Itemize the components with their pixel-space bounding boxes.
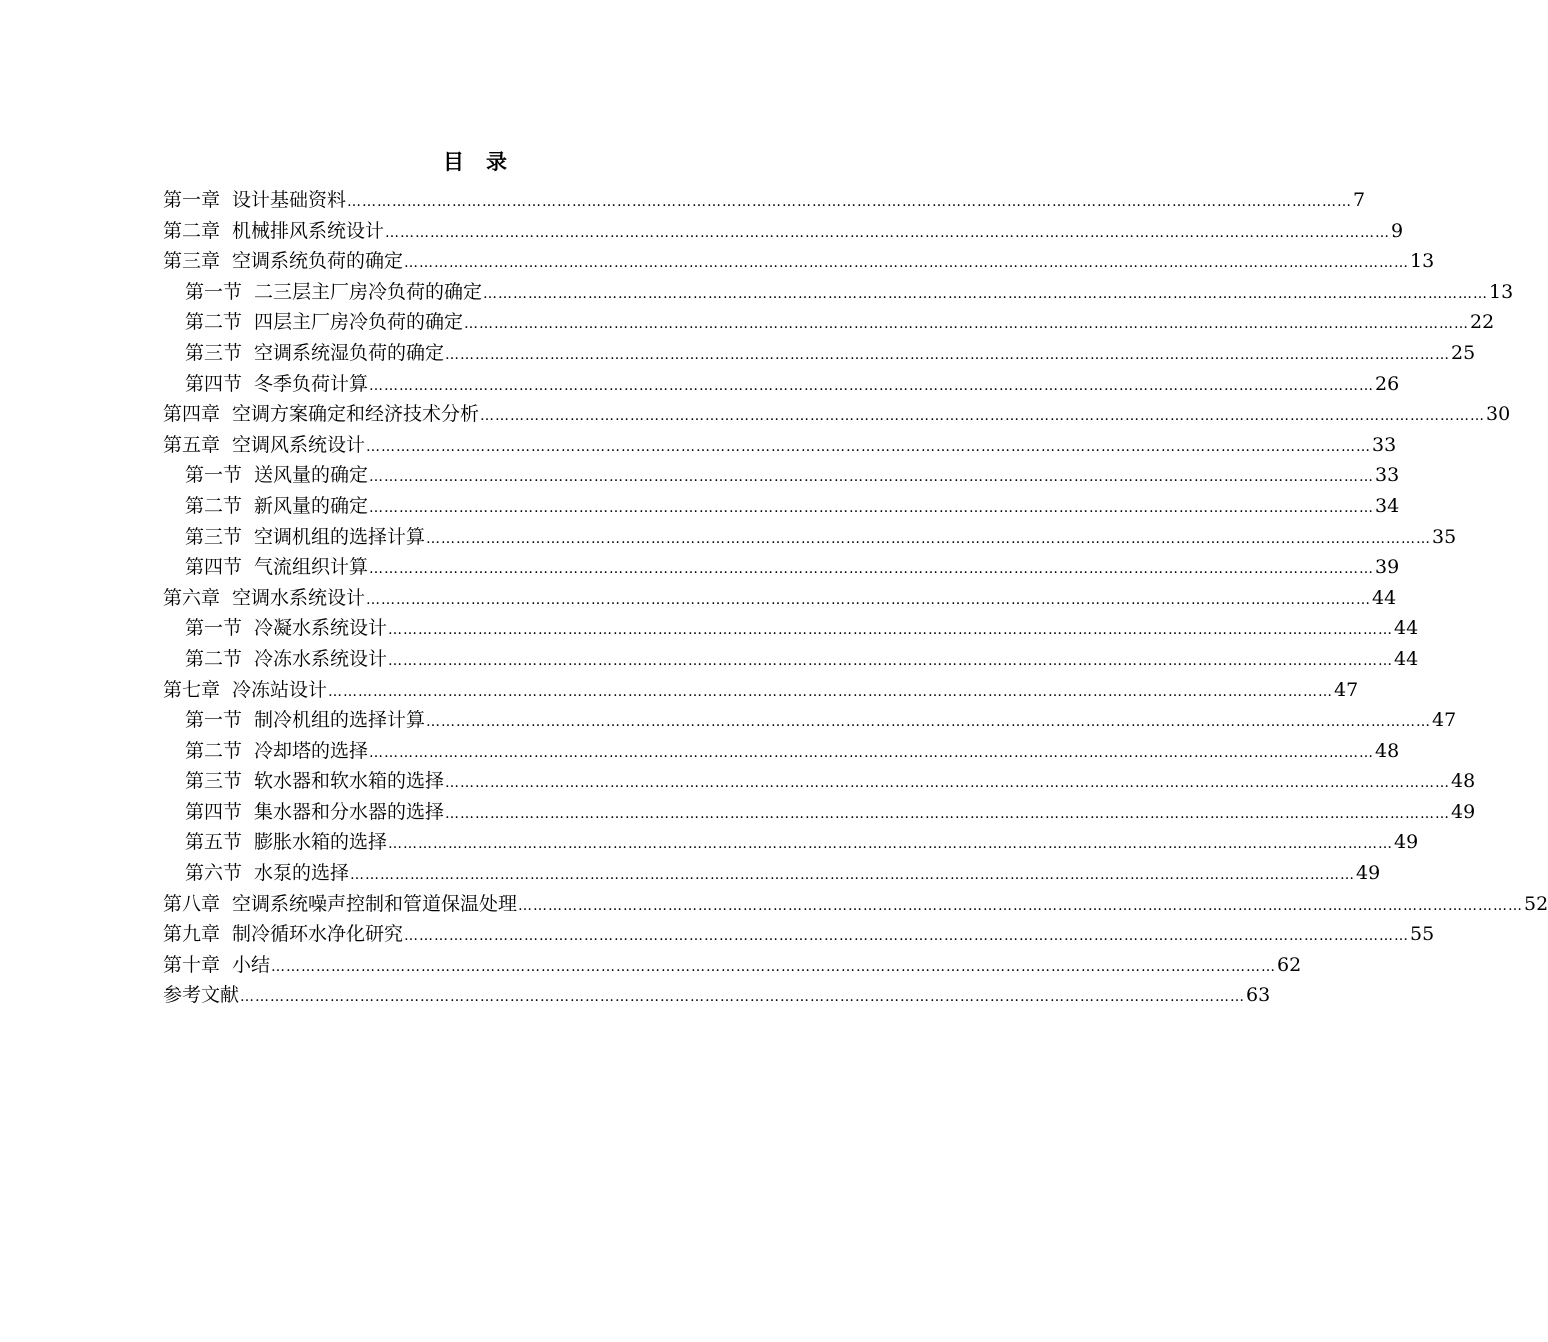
toc-page-number: 7 [1353, 189, 1366, 211]
toc-entry-number: 第六章 [163, 586, 221, 609]
toc-page-number: 9 [1391, 219, 1404, 242]
toc-leader-dots: ………………………………………………………………………………………………………………………………………………………………………………… [366, 591, 1372, 608]
toc-section-entry[interactable] [163, 766, 1476, 797]
toc-entry-title: 冷冻水系统设计 [254, 647, 388, 670]
toc-entry-number: 第三节 [185, 341, 243, 364]
toc-page-number: 47 [1432, 709, 1457, 732]
toc-leader-dots: ………………………………………………………………………………………………………………………………………………………………………………… [369, 744, 1375, 761]
toc-chapter-entry[interactable] [163, 216, 1404, 247]
toc-entry-number: 第三节 [185, 770, 243, 793]
toc-chapter-entry[interactable] [163, 919, 1435, 950]
toc-entry-label [185, 460, 368, 491]
toc-leader-dots: ………………………………………………………………………………………………………………………………………………………………………………… [369, 469, 1375, 486]
toc-entry-label [163, 216, 384, 247]
toc-chapter-entry[interactable] [163, 889, 1548, 920]
toc-chapter-entry[interactable] [163, 246, 1435, 277]
toc-page-number: 55 [1410, 923, 1435, 946]
toc-entry-label [185, 307, 463, 338]
toc-entry-title: 参考文献 [163, 984, 240, 1007]
toc-entry-title: 新风量的确定 [254, 494, 369, 517]
toc-entry-label [185, 827, 387, 858]
toc-entry-title: 气流组织计算 [254, 556, 369, 579]
toc-page-number: 62 [1277, 953, 1302, 976]
toc-chapter-entry[interactable] [163, 185, 1366, 216]
toc-leader-dots: ………………………………………………………………………………………………………………………………………………………………………………… [483, 285, 1489, 302]
toc-entry-label [185, 644, 387, 675]
toc-entry-number: 第八章 [163, 892, 221, 915]
toc-section-entry[interactable] [163, 277, 1514, 308]
toc-page-number: 30 [1486, 403, 1511, 426]
toc-entry-number: 第二章 [163, 219, 221, 242]
toc-section-entry[interactable] [163, 307, 1495, 338]
toc-leader-dots: ………………………………………………………………………………………………………………………………………………………………………………… [369, 561, 1375, 578]
toc-entry-label [163, 919, 403, 950]
toc-page-number: 13 [1410, 250, 1435, 273]
toc-leader-dots: ………………………………………………………………………………………………………………………………………………………………………………… [240, 989, 1246, 1006]
toc-leader-dots: ………………………………………………………………………………………………………………………………………………………………………………… [328, 683, 1334, 700]
toc-entry-number: 第二节 [185, 647, 243, 670]
toc-entry-title: 送风量的确定 [254, 464, 369, 487]
toc-entry-label [163, 583, 365, 614]
table-of-contents [163, 185, 1548, 1011]
toc-entry-label [163, 980, 239, 1011]
toc-entry-title: 冷冻站设计 [232, 678, 328, 701]
toc-entry-label [185, 522, 425, 553]
toc-entry-title: 四层主厂房冷负荷的确定 [254, 311, 464, 334]
toc-entry-label [185, 369, 368, 400]
toc-entry-label [163, 675, 327, 706]
toc-entry-label [185, 766, 444, 797]
toc-page-number: 52 [1524, 892, 1548, 915]
toc-entry-title: 水泵的选择 [254, 862, 350, 885]
toc-entry-title: 冬季负荷计算 [254, 372, 369, 395]
toc-page-number: 49 [1451, 800, 1476, 823]
toc-entry-number: 第四节 [185, 556, 243, 579]
toc-entry-number: 第二节 [185, 311, 243, 334]
toc-page-number: 49 [1394, 831, 1419, 854]
toc-section-entry[interactable] [163, 827, 1419, 858]
toc-entry-title: 集水器和分水器的选择 [254, 800, 445, 823]
toc-entry-number: 第一节 [185, 280, 243, 303]
toc-entry-label [163, 185, 346, 216]
toc-entry-number: 第七章 [163, 678, 221, 701]
toc-leader-dots: ………………………………………………………………………………………………………………………………………………………………………………… [518, 897, 1524, 914]
toc-entry-title: 制冷机组的选择计算 [254, 709, 426, 732]
toc-entry-title: 软水器和软水箱的选择 [254, 770, 445, 793]
toc-leader-dots: ………………………………………………………………………………………………………………………………………………………………………………… [369, 377, 1375, 394]
toc-entry-title: 膨胀水箱的选择 [254, 831, 388, 854]
toc-page-number: 25 [1451, 341, 1476, 364]
toc-entry-title: 小结 [232, 953, 271, 976]
toc-entry-number: 第五章 [163, 433, 221, 456]
toc-entry-label [185, 858, 349, 889]
toc-entry-title: 空调水系统设计 [232, 586, 366, 609]
toc-entry-label [185, 736, 368, 767]
toc-page-number: 44 [1394, 617, 1419, 640]
toc-entry-label [185, 613, 387, 644]
toc-chapter-entry[interactable] [163, 980, 1271, 1011]
toc-chapter-entry[interactable] [163, 430, 1397, 461]
toc-entry-title: 空调系统湿负荷的确定 [254, 341, 445, 364]
toc-page-number: 63 [1246, 984, 1271, 1007]
toc-leader-dots: ………………………………………………………………………………………………………………………………………………………………………………… [388, 836, 1394, 853]
toc-entry-title: 空调机组的选择计算 [254, 525, 426, 548]
toc-page-number: 13 [1489, 280, 1514, 303]
toc-entry-number: 第五节 [185, 831, 243, 854]
toc-entry-number: 第九章 [163, 923, 221, 946]
toc-entry-label [163, 950, 270, 981]
toc-entry-title: 二三层主厂房冷负荷的确定 [254, 280, 483, 303]
toc-section-entry[interactable] [163, 522, 1457, 553]
toc-page-number: 47 [1334, 678, 1359, 701]
toc-entry-number: 第一章 [163, 189, 221, 211]
toc-leader-dots: ………………………………………………………………………………………………………………………………………………………………………………… [366, 438, 1372, 455]
toc-leader-dots: ………………………………………………………………………………………………………………………………………………………………………………… [445, 775, 1451, 792]
toc-section-entry[interactable] [163, 858, 1381, 889]
toc-page-number: 39 [1375, 556, 1400, 579]
toc-entry-title: 冷却塔的选择 [254, 739, 369, 762]
toc-entry-number: 第二节 [185, 739, 243, 762]
toc-section-entry[interactable] [163, 338, 1476, 369]
toc-entry-label [185, 705, 425, 736]
toc-section-entry[interactable] [163, 552, 1400, 583]
toc-page-number: 49 [1356, 862, 1381, 885]
page-title [0, 146, 950, 176]
toc-section-entry[interactable] [163, 491, 1400, 522]
toc-page-number: 22 [1470, 311, 1495, 334]
toc-entry-title: 空调方案确定和经济技术分析 [232, 403, 480, 426]
toc-leader-dots: ………………………………………………………………………………………………………………………………………………………………………………… [480, 408, 1486, 425]
toc-chapter-entry[interactable] [163, 675, 1359, 706]
toc-section-entry[interactable] [163, 613, 1419, 644]
toc-leader-dots: ………………………………………………………………………………………………………………………………………………………………………………… [445, 805, 1451, 822]
toc-entry-label [185, 277, 482, 308]
toc-section-entry[interactable] [163, 460, 1400, 491]
toc-entry-title: 设计基础资料 [232, 189, 347, 211]
toc-section-entry[interactable] [163, 736, 1400, 767]
toc-page-number: 34 [1375, 494, 1400, 517]
toc-section-entry[interactable] [163, 369, 1400, 400]
toc-entry-number: 第四节 [185, 372, 243, 395]
toc-entry-title: 制冷循环水净化研究 [232, 923, 404, 946]
toc-page-number: 33 [1375, 464, 1400, 487]
toc-leader-dots: ………………………………………………………………………………………………………………………………………………………………………………… [445, 346, 1451, 363]
toc-leader-dots: ………………………………………………………………………………………………………………………………………………………………………………… [385, 224, 1391, 241]
toc-entry-label [163, 889, 517, 920]
title-left-char: 目 [443, 149, 464, 174]
toc-leader-dots: ………………………………………………………………………………………………………………………………………………………………………………… [271, 958, 1277, 975]
toc-entry-label [185, 491, 368, 522]
toc-entry-number: 第六节 [185, 862, 243, 885]
toc-section-entry[interactable] [163, 705, 1457, 736]
toc-entry-label [163, 430, 365, 461]
toc-entry-title: 空调风系统设计 [232, 433, 366, 456]
toc-page-number: 44 [1372, 586, 1397, 609]
toc-page-number: 48 [1451, 770, 1476, 793]
toc-page-number: 26 [1375, 372, 1400, 395]
toc-entry-number: 第三章 [163, 250, 221, 273]
toc-entry-number: 第一节 [185, 617, 243, 640]
toc-entry-number: 第十章 [163, 953, 221, 976]
toc-page-number: 33 [1372, 433, 1397, 456]
toc-leader-dots: ………………………………………………………………………………………………………………………………………………………………………………… [369, 499, 1375, 516]
toc-leader-dots: ………………………………………………………………………………………………………………………………………………………………………………… [388, 652, 1394, 669]
toc-entry-label [185, 552, 368, 583]
toc-chapter-entry[interactable] [163, 583, 1397, 614]
toc-page-number: 48 [1375, 739, 1400, 762]
toc-leader-dots: ………………………………………………………………………………………………………………………………………………………………………………… [388, 622, 1394, 639]
title-right-char: 录 [486, 149, 507, 174]
toc-leader-dots: ………………………………………………………………………………………………………………………………………………………………………………… [350, 867, 1356, 884]
toc-chapter-entry[interactable] [163, 399, 1511, 430]
toc-entry-number: 第一节 [185, 709, 243, 732]
toc-page-number: 35 [1432, 525, 1457, 548]
toc-leader-dots: ………………………………………………………………………………………………………………………………………………………………………………… [404, 255, 1410, 272]
toc-leader-dots: ………………………………………………………………………………………………………………………………………………………………………………… [464, 316, 1470, 333]
toc-entry-number: 第四章 [163, 403, 221, 426]
toc-entry-title: 机械排风系统设计 [232, 219, 385, 242]
toc-entry-number: 第三节 [185, 525, 243, 548]
toc-entry-label [163, 246, 403, 277]
toc-leader-dots: ………………………………………………………………………………………………………………………………………………………………………………… [426, 530, 1432, 547]
toc-entry-number: 第二节 [185, 494, 243, 517]
toc-entry-label [185, 797, 444, 828]
toc-entry-number: 第四节 [185, 800, 243, 823]
toc-entry-label [185, 338, 444, 369]
toc-entry-title: 冷凝水系统设计 [254, 617, 388, 640]
toc-chapter-entry[interactable] [163, 950, 1302, 981]
toc-section-entry[interactable] [163, 644, 1419, 675]
toc-leader-dots: ………………………………………………………………………………………………………………………………………………………………………………… [426, 714, 1432, 731]
toc-entry-title: 空调系统负荷的确定 [232, 250, 404, 273]
toc-section-entry[interactable] [163, 797, 1476, 828]
toc-leader-dots: ………………………………………………………………………………………………………………………………………………………………………………… [404, 928, 1410, 945]
toc-entry-number: 第一节 [185, 464, 243, 487]
toc-page-number: 44 [1394, 647, 1419, 670]
toc-entry-label [163, 399, 479, 430]
toc-leader-dots: ………………………………………………………………………………………………………………………………………………………………………………… [347, 194, 1353, 210]
toc-entry-title: 空调系统噪声控制和管道保温处理 [232, 892, 518, 915]
